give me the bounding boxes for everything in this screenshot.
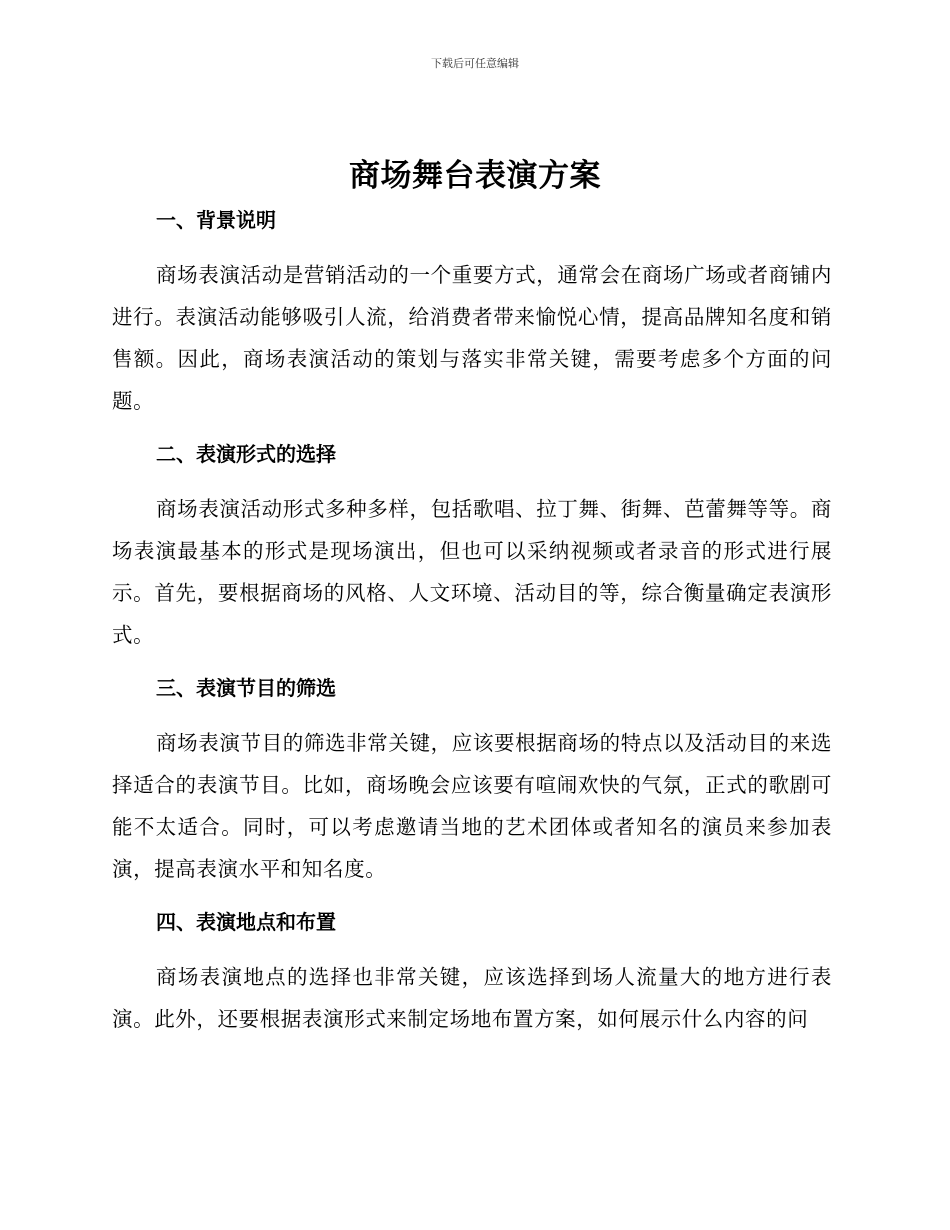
section-heading: 一、背景说明 [156, 208, 276, 232]
section-background [112, 202, 832, 422]
section-heading: 二、表演形式的选择 [156, 442, 336, 466]
section-performance-form [112, 436, 832, 656]
section-program-selection [112, 670, 832, 890]
section-paragraph: 商场表演活动形式多种多样，包括歌唱、拉丁舞、街舞、芭蕾舞等等。商场表演最基本的形式是现场演出，但也可以采纳视频或者录音的形式进行展示。首先，要根据商场的风格、人文环境、活动目的等，综合衡量确定表演形式。 [112, 497, 832, 647]
section-paragraph: 商场表演节目的筛选非常关键，应该要根据商场的特点以及活动目的来选择适合的表演节目。比如，商场晚会应该要有喧闹欢快的气氛，正式的歌剧可能不太适合。同时，可以考虑邀请当地的艺术团体或者知名的演员来参加表演，提高表演水平和知名度。 [112, 731, 832, 881]
header-note: 下载后可任意编辑 [431, 57, 519, 70]
document-title: 商场舞台表演方案 [349, 158, 601, 194]
section-paragraph: 商场表演地点的选择也非常关键，应该选择到场人流量大的地方进行表演。此外，还要根据表演形式来制定场地布置方案，如何展示什么内容的问 [112, 965, 832, 1031]
section-venue-layout [112, 904, 832, 1040]
section-heading: 四、表演地点和布置 [156, 910, 336, 934]
document-content [112, 202, 832, 1040]
section-heading: 三、表演节目的筛选 [156, 676, 336, 700]
section-paragraph: 商场表演活动是营销活动的一个重要方式，通常会在商场广场或者商铺内进行。表演活动能够吸引人流，给消费者带来愉悦心情，提高品牌知名度和销售额。因此，商场表演活动的策划与落实非常关键，需要考虑多个方面的问题。 [112, 263, 832, 413]
